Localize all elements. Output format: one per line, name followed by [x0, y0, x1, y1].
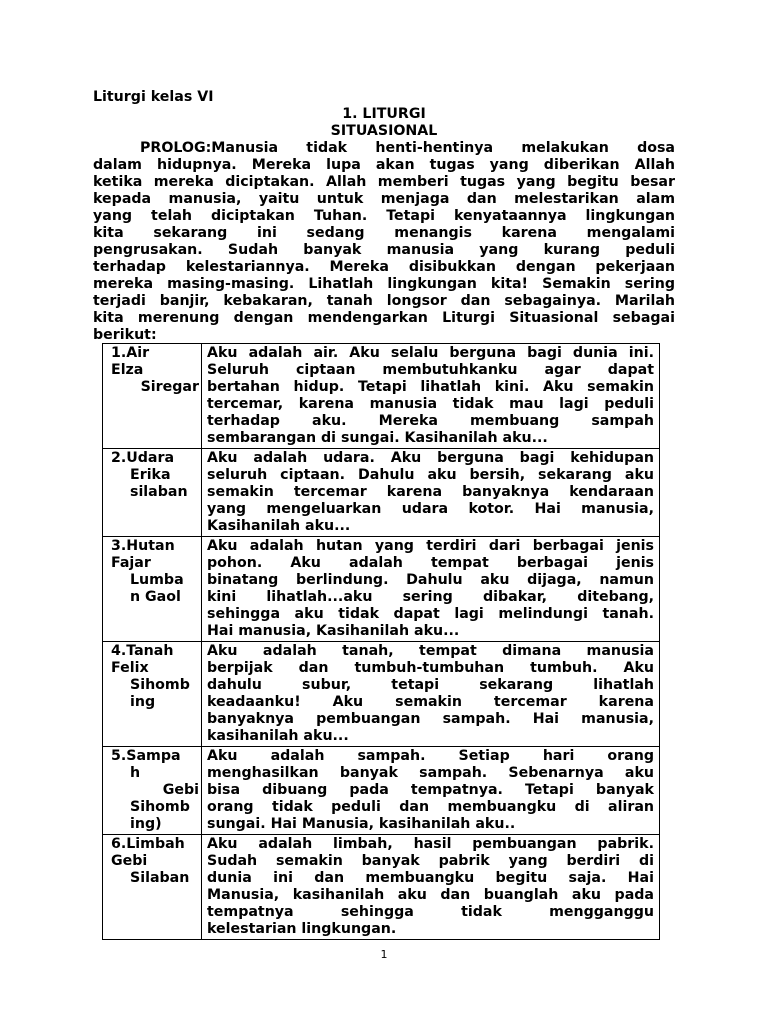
performer-name: n Gaol: [130, 589, 181, 605]
role-name: 2.Udara: [111, 450, 175, 466]
role-text-line: Seluruh ciptaan membutuhkanku agar dapat: [207, 362, 654, 378]
role-text-line: Kasihanilah aku...: [207, 518, 351, 534]
role-name: 5.Sampa: [111, 748, 181, 764]
document-label: Liturgi kelas VI: [93, 89, 214, 105]
prolog-line: ketika mereka diciptakan. Allah memberi tugas yang begitu besar: [93, 174, 675, 190]
prolog-line: terjadi banjir, kebakaran, tanah longsor dan sebagainya. Marilah: [93, 293, 675, 309]
role-text-line: Aku adalah limbah, hasil pembuangan pabrik.: [207, 836, 654, 852]
role-text-line: Aku adalah sampah. Setiap hari orang: [207, 748, 654, 764]
title-line-1: 1. LITURGI: [342, 106, 426, 122]
page-number: 1: [380, 948, 388, 961]
role-text-cell: [202, 747, 660, 835]
role-text-line: menghasilkan banyak sampah. Sebenarnya aku: [207, 765, 654, 781]
role-text-line: sehingga aku tidak dapat lagi melindungi tanah.: [207, 606, 654, 622]
role-cell: [103, 344, 202, 449]
prolog-line: PROLOG:Manusia tidak henti-hentinya melakukan dosa: [140, 140, 675, 156]
table-row: [103, 642, 660, 747]
role-text-line: banyaknya pembuangan sampah. Hai manusia,: [207, 711, 654, 727]
prolog-line: terhadap kelestariannya. Mereka disibukkan dengan pekerjaan: [93, 259, 675, 275]
role-name-continued: h: [130, 765, 141, 781]
role-text-line: kini lihatlah...aku sering dibakar, ditebang,: [207, 589, 654, 605]
role-text-line: Aku adalah hutan yang terdiri dari berbagai jenis: [207, 538, 654, 554]
role-cell: [103, 747, 202, 835]
role-cell: [103, 835, 202, 940]
prolog-line: kita sekarang ini sedang menangis karena mengalami: [93, 225, 675, 241]
role-text-line: sembarangan di sungai. Kasihanilah aku...: [207, 430, 548, 446]
role-text-line: Aku adalah tanah, tempat dimana manusia: [207, 643, 654, 659]
performer-name: Silaban: [130, 870, 190, 886]
role-text-line: semakin tercemar karena banyaknya kendaraan: [207, 484, 654, 500]
role-text-line: kelestarian lingkungan.: [207, 921, 397, 937]
prolog-line: mereka masing-masing. Lihatlah lingkungan kita! Semakin sering: [93, 276, 675, 292]
title-line-2: SITUASIONAL: [330, 123, 438, 139]
performer-name: ing: [130, 694, 156, 710]
role-text-line: dahulu subur, tetapi sekarang lihatlah: [207, 677, 654, 693]
performer-name: Sihomb: [130, 677, 190, 693]
role-name: 4.Tanah: [111, 643, 174, 659]
prolog-line: berikut:: [93, 327, 157, 343]
role-text-line: bisa dibuang pada tempatnya. Tetapi banyak: [207, 782, 654, 798]
table-row: [103, 747, 660, 835]
role-text-line: seluruh ciptaan. Dahulu aku bersih, sekarang aku: [207, 467, 654, 483]
role-text-line: keadaanku! Aku semakin tercemar karena: [207, 694, 654, 710]
performer-name: Felix: [111, 660, 149, 676]
role-text-cell: [202, 642, 660, 747]
role-text-line: terhadap aku. Mereka membuang sampah: [207, 413, 654, 429]
role-text-line: berpijak dan tumbuh-tumbuhan tumbuh. Aku: [207, 660, 654, 676]
role-text-line: Manusia, kasihanilah aku dan buanglah aku pada: [207, 887, 654, 903]
prolog-line: kepada manusia, yaitu untuk menjaga dan melestarikan alam: [93, 191, 675, 207]
prolog-line: dalam hidupnya. Mereka lupa akan tugas yang diberikan Allah: [93, 157, 675, 173]
performer-name: Siregar: [140, 379, 199, 395]
table-row: [103, 537, 660, 642]
role-text-line: pohon. Aku adalah tempat berbagai jenis: [207, 555, 654, 571]
role-name: 3.Hutan: [111, 538, 175, 554]
roles-table: [102, 343, 660, 940]
performer-name: Sihomb: [130, 799, 190, 815]
table-row: [103, 835, 660, 940]
role-text-line: Sudah semakin banyak pabrik yang berdiri di: [207, 853, 654, 869]
role-text-line: binatang berlindung. Dahulu aku dijaga, namun: [207, 572, 654, 588]
performer-name: Elza: [111, 362, 144, 378]
role-text-cell: [202, 344, 660, 449]
role-cell: [103, 449, 202, 537]
prolog-line: yang telah diciptakan Tuhan. Tetapi kenyataannya lingkungan: [93, 208, 675, 224]
prolog-line: pengrusakan. Sudah banyak manusia yang kurang peduli: [93, 242, 675, 258]
performer-name: silaban: [130, 484, 188, 500]
performer-name: Lumba: [130, 572, 184, 588]
prolog-paragraph: [93, 140, 675, 344]
role-text-line: Aku adalah air. Aku selalu berguna bagi dunia ini.: [207, 345, 654, 361]
role-text-line: Aku adalah udara. Aku berguna bagi kehidupan: [207, 450, 654, 466]
role-cell: [103, 642, 202, 747]
role-name: 6.Limbah: [111, 836, 185, 852]
role-text-line: tercemar, karena manusia tidak mau lagi peduli: [207, 396, 654, 412]
performer-name: Gebi: [111, 853, 148, 869]
performer-name: Gebi: [162, 782, 199, 798]
role-cell: [103, 537, 202, 642]
role-text-cell: [202, 835, 660, 940]
role-text-line: sungai. Hai Manusia, kasihanilah aku..: [207, 816, 516, 832]
performer-name: ing): [130, 816, 162, 832]
performer-name: Erika: [130, 467, 171, 483]
role-text-line: Hai manusia, Kasihanilah aku...: [207, 623, 460, 639]
role-text-line: tempatnya sehingga tidak mengganggu: [207, 904, 654, 920]
prolog-line: kita merenung dengan mendengarkan Liturgi Situasional sebagai: [93, 310, 675, 326]
role-text-cell: [202, 449, 660, 537]
role-name: 1.Air: [111, 345, 150, 361]
role-text-line: yang mengeluarkan udara kotor. Hai manusia,: [207, 501, 654, 517]
role-text-line: dunia ini dan membuangku begitu saja. Hai: [207, 870, 654, 886]
role-text-line: kasihanilah aku...: [207, 728, 349, 744]
table-row: [103, 449, 660, 537]
role-text-line: bertahan hidup. Tetapi lihatlah kini. Aku semakin: [207, 379, 654, 395]
performer-name: Fajar: [111, 555, 151, 571]
role-text-line: orang tidak peduli dan membuangku di aliran: [207, 799, 654, 815]
role-text-cell: [202, 537, 660, 642]
table-row: [103, 344, 660, 449]
